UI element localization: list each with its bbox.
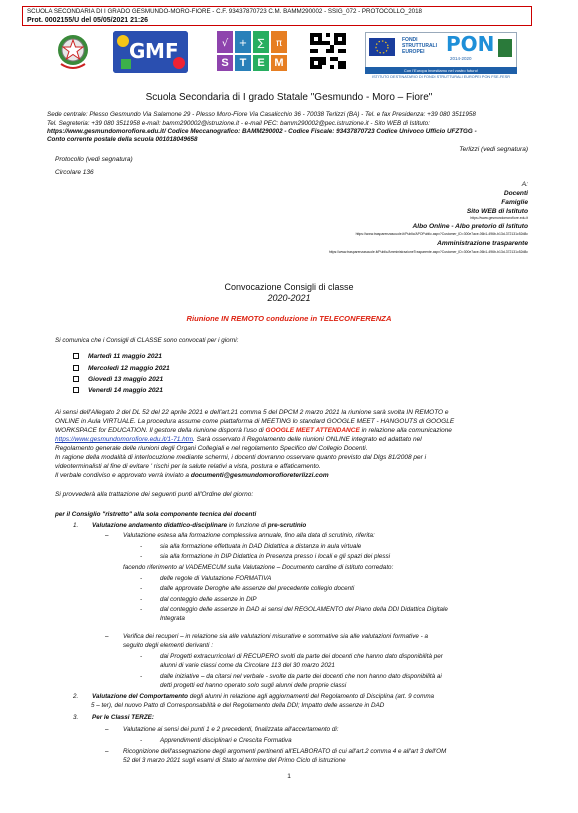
header-line-4: Conto corrente postale della scuola 001018049658 <box>47 136 198 143</box>
agenda-line-6: dalle approvate Deroghe alle assenze del precedente collegio docenti <box>160 585 355 592</box>
item-title: Per le Classi TERZE: <box>92 714 154 721</box>
item-text: in funzione di <box>227 522 268 529</box>
stem-letter-s: S <box>217 55 233 71</box>
pon-years: 2014-2020 <box>450 56 472 61</box>
header-line-1: Sede centrale: Plesso Gesmundo Via Salamone 29 - Plesso Moro-Fiore Via Casalicchio 36 - 70038 Terlizzi (BA) - Tel. e fax Presidenza: +39 080 3511958 <box>47 111 476 118</box>
stem-logo <box>217 31 287 73</box>
body-line-3 <box>55 426 545 435</box>
agenda-line-5: delle regole di Valutazione FORMATIVA <box>160 575 272 582</box>
page-number: 1 <box>287 773 291 780</box>
gmf-letter-m: M <box>145 39 165 63</box>
convocation-intro <box>55 336 535 345</box>
meeting-day-4 <box>73 387 163 394</box>
protocol-stamp <box>22 6 532 26</box>
item-number: 2. <box>73 693 79 700</box>
dash-icon: - <box>140 653 143 660</box>
day-label: Martedì 11 maggio 2021 <box>88 353 162 360</box>
italian-republic-emblem-icon <box>55 32 91 72</box>
place-date: Terlizzi (vedi segnatura) <box>459 146 528 153</box>
subject-title: Convocazione Consigli di classe <box>224 282 354 292</box>
stem-letter-e: E <box>253 55 269 71</box>
recipient-famiglie: Famiglie <box>501 199 528 206</box>
regulation-link[interactable]: https://www.gesmundomorofiore.edu.it/1-71.htm <box>55 436 194 443</box>
documents-email[interactable]: documenti@gesmundomorofioreterlizzi.com <box>190 472 329 479</box>
gmf-school-logo <box>113 31 188 73</box>
pon-sub: ISTITUTO DESTINATARIO DI FONDI STRUTTURALI EUROPEI PON FSE-FESR <box>372 75 510 79</box>
google-meet-attendance: GOOGLE MEET ATTENDANCE <box>265 427 360 434</box>
item-title: Valutazione andamento didattico-disciplinare <box>92 522 228 529</box>
school-name: Scuola Secondaria di I grado Statale "Gesmundo - Moro – Fiore" <box>145 92 433 103</box>
recipient-sito: Sito WEB di Istituto <box>466 208 528 215</box>
agenda-line-7: dal conteggio delle assenze in DIP <box>160 596 257 603</box>
recipient-amm-url[interactable]: https://www.trasparenzascuole.it/Public/AmministrazioneTrasparente.aspx?Customer_ID=300e7ace-06b1-496b-b13d-372131c52d8c <box>328 250 528 254</box>
stem-letter-m: M <box>271 55 287 71</box>
dash-icon: - <box>140 673 143 680</box>
recipient-amm: Amministrazione trasparente <box>437 240 528 247</box>
dash-icon: – <box>105 532 109 539</box>
recipient-albo-url[interactable]: https://www.trasparenzascuole.it/Public/APOPublic.aspx?Customer_ID=300e7ace-06b1-496b-b13d-372131c52d8c <box>355 232 528 236</box>
dash-icon: - <box>140 575 143 582</box>
body-line-5: Regolamento generale delle riunioni degli Organi Collegiali e nel regolamento Specifico del Collegio Docenti. <box>55 445 368 452</box>
day-label: Giovedì 13 maggio 2021 <box>88 376 164 383</box>
gmf-letter-g: G <box>129 39 146 63</box>
agenda-line-3: sia alla formazione in DIP Didattica in Presenza presso i locali e gli spazi dei plessi <box>160 553 391 560</box>
agenda-line-14b: 52 del 3 marzo 2021 sugli esami di Stato al termine del Primo Ciclo di istruzione <box>123 757 346 764</box>
protocol-line-1: SCUOLA SECONDARIA DI I GRADO GESMUNDO-MORO-FIORE - C.F. 93437870723 C.M. BAMM290002 - SSIG_072 - PROTOCOLLO_2018 <box>27 8 422 15</box>
dash-icon: - <box>140 553 143 560</box>
stem-letter-t: T <box>235 55 251 71</box>
svg-text:√: √ <box>221 38 229 49</box>
agenda-line-1: Valutazione estesa alla formazione complessiva annuale, fino alla data di scrutinio, riferita: <box>123 532 375 539</box>
agenda-item-1 <box>73 521 533 530</box>
agenda-item-3 <box>73 713 533 722</box>
checkbox-icon <box>73 365 79 371</box>
dash-icon: - <box>140 737 143 744</box>
recipient-albo: Albo Online - Albo pretorio di Istituto <box>412 223 528 230</box>
dash-icon: - <box>140 606 143 613</box>
agenda-line-2: sia alla formazione effettuata in DAD Didattica a distanza in aula virtuale <box>160 543 362 550</box>
body-text: in relazione alla comunicazione <box>359 427 452 434</box>
agenda-line-11: dalle iniziative – da citarsi nel verbale - svolte da parte dei docenti che non hanno dato disponibilità ai <box>160 673 442 680</box>
protocol-ref: Protocollo (vedi segnatura) <box>55 156 133 163</box>
agenda-line-10b: alunni di varie classi come da Circolare 113 del 30 marzo 2021 <box>160 662 335 669</box>
meeting-day-2 <box>73 365 170 372</box>
circular-number: Circolare 136 <box>55 169 94 176</box>
meeting-day-1 <box>73 353 162 360</box>
agenda-item-2 <box>73 692 543 701</box>
dash-icon: – <box>105 633 109 640</box>
agenda-line-8b: Integrata <box>160 615 185 622</box>
agenda-heading: per il Consiglio "ristretto" alla sola componente tecnica dei docenti <box>55 511 257 518</box>
dash-icon: - <box>140 596 143 603</box>
body-text: WORKSPACE for EDUCATION. Il gestore della riunione disporrà l'uso di <box>55 427 266 434</box>
dash-icon: - <box>140 585 143 592</box>
item-emphasis: pre-scrutinio <box>267 522 307 529</box>
item-number: 1. <box>73 522 79 529</box>
body-line-2: ONLINE in Aula VIRTUALE. La procedura assume come piattaforma di MEETING lo standard GOOGLE MEET - HANGOUTS di GOOGLE <box>55 418 455 425</box>
svg-text:π: π <box>275 38 283 49</box>
agenda-line-9: Verifica dei recuperi – in relazione sia alle valutazioni misurative e sommative sia alle valutazioni formative - a <box>123 633 428 640</box>
subject-year: 2020-2021 <box>267 293 311 303</box>
item-number: 3. <box>73 714 79 721</box>
recipient-sito-url[interactable]: https://www.gesmundomorofiore.edu.it <box>470 216 528 220</box>
dash-icon: – <box>105 726 109 733</box>
item-text: degli alunni in relazione agli aggiornamenti del Regolamento di Disciplina (art. 9 comma <box>188 693 435 700</box>
checkbox-icon <box>73 353 79 359</box>
gmf-letter-f: F <box>165 39 179 63</box>
meeting-mode: Riunione IN REMOTO conduzione in TELECONFERENZA <box>186 314 392 323</box>
pon-band: Con l'Europa investiamo nel vostro futuro! <box>365 67 517 74</box>
agenda-intro: Si provvederà alla trattazione dei seguenti punti all'Ordine del giorno: <box>55 491 254 498</box>
body-line-7: videoterminalisti al fine di evitare ' rischi per la salute relativi a vista, postura e affaticamento. <box>55 463 321 470</box>
meeting-day-3 <box>73 376 163 383</box>
agenda-line-9b: seguito degli elementi derivanti : <box>123 642 213 649</box>
day-label: Venerdì 14 maggio 2021 <box>88 387 163 394</box>
pon-title: PON <box>446 32 495 56</box>
agenda-line-14: Ricognizione dell'assegnazione degli argomenti pertinenti all'ELABORATO di cui all'art.2 comma 4 e all'art 3 dell'OM <box>123 748 447 755</box>
checkbox-icon <box>73 387 79 393</box>
dash-icon: - <box>140 543 143 550</box>
recipient-docenti: Docenti <box>503 190 528 197</box>
body-text: . Sarà osservato il Regolamento delle riunioni ONLINE integrato ed adattato nel <box>193 436 422 443</box>
body-line-8 <box>55 471 545 480</box>
intro-text: Si comunica che i Consigli di CLASSE sono convocati per i giorni: <box>55 337 239 344</box>
svg-text:+: + <box>238 38 248 49</box>
body-line-1: Ai sensi dell'Allegato 2 del DL 52 del 22 aprile 2021 e dell'art.21 comma 5 del DPCM 2 marzo 2021 la riunione sarà svolta IN REMOTO e <box>55 409 449 416</box>
body-line-6: In ragione della modalità di interlocuzione mediante schermi, i docenti dovranno osservare quanto previsto dal Dlgs 81/2008 per i <box>55 454 427 461</box>
header-line-3: https://www.gesmundomorofiore.edu.it/ Codice Meccanografico: BAMM290002 - Codice Fiscale: 93437870723 Codice Univoco Ufficio UFZTGG - <box>47 128 477 135</box>
protocol-line-2: Prot. 0002155/U del 05/05/2021 21:26 <box>27 16 149 24</box>
svg-text:∑: ∑ <box>257 38 265 49</box>
body-text: Il verbale condiviso e approvato verrà inviato a <box>55 472 191 479</box>
item-title: Valutazione del Comportamento <box>92 693 188 700</box>
body-line-4 <box>55 435 545 444</box>
header-line-2: Tel. Segreteria: +39 080 3511958 e-mail: bamm290002@istruzione.it - e-mail PEC: bamm290002@pec.istruzione.it - Sito WEB di Istituto: <box>47 120 430 127</box>
dash-icon: – <box>105 748 109 755</box>
agenda-line-8: dal conteggio delle assenze in DAD ai sensi del REGOLAMENTO del Piano della DDI Didattica Digitale <box>160 606 448 613</box>
agenda-line-4: facendo riferimento al VADEMECUM sulla Valutazione – Documento cardine di istituto corredato: <box>123 564 394 571</box>
agenda-line-10: dai Progetti extracurricolari di RECUPERO svolti da parte dei docenti che hanno dato disponibilità per <box>160 653 443 660</box>
agenda-line-13: Apprendimenti disciplinari e Crescita Formativa <box>160 737 292 744</box>
qr-code-icon <box>310 33 346 69</box>
checkbox-icon <box>73 376 79 382</box>
agenda-item-2-cont: 5 – ter), del nuovo Patto di Corresponsabilità e del Regolamento della DDI; Impatto delle assenze in DAD <box>91 702 385 709</box>
day-label: Mercoledì 12 maggio 2021 <box>88 365 170 372</box>
agenda-line-11b: detti progetti ed hanno operato solo sugli alunni delle proprie classi <box>160 682 347 689</box>
agenda-line-12: Valutazione ai sensi dei punti 1 e 2 precedenti, finalizzata all'accertamento di: <box>123 726 339 733</box>
recipients-to: A: <box>521 181 528 188</box>
pon-fondi-label: FONDI STRUTTURALI EUROPEI <box>402 37 437 55</box>
